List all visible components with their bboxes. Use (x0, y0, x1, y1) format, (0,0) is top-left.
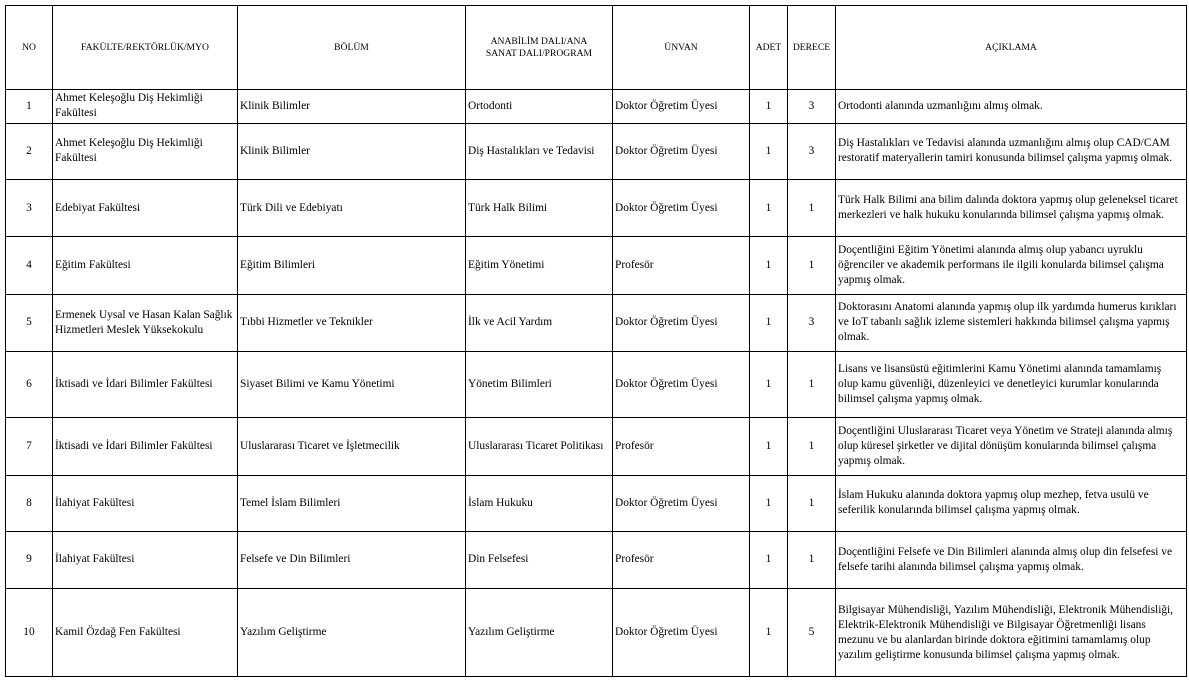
cell-no: 10 (6, 589, 53, 677)
cell-faculty: Ahmet Keleşoğlu Diş Hekimliği Fakültesi (53, 90, 238, 124)
cell-no: 4 (6, 237, 53, 294)
cell-count: 1 (750, 294, 788, 351)
cell-title: Profesör (613, 418, 750, 475)
cell-faculty: İktisadi ve İdari Bilimler Fakültesi (53, 351, 238, 417)
cell-count: 1 (750, 123, 788, 179)
cell-count: 1 (750, 475, 788, 531)
cell-description: Türk Halk Bilimi ana bilim dalında doktora yapmış olup geleneksel ticaret merkezleri ve halk hukuku konularında bilimsel çalışma yapmış olmak. (836, 179, 1187, 236)
cell-title: Doktor Öğretim Üyesi (613, 475, 750, 531)
cell-count: 1 (750, 237, 788, 294)
cell-title: Doktor Öğretim Üyesi (613, 90, 750, 124)
cell-description: Diş Hastalıkları ve Tedavisi alanında uzmanlığını almış olup CAD/CAM restoratif materyallerin tamiri konusunda bilimsel çalışma yapmış olmak. (836, 123, 1187, 179)
cell-count: 1 (750, 418, 788, 475)
cell-faculty: İlahiyat Fakültesi (53, 475, 238, 531)
header-title: ÜNVAN (613, 6, 750, 90)
faculty-positions-table (5, 5, 1187, 677)
cell-no: 6 (6, 351, 53, 417)
header-no: NO (6, 6, 53, 90)
cell-program: Yönetim Bilimleri (466, 351, 613, 417)
cell-description: Ortodonti alanında uzmanlığını almış olmak. (836, 90, 1187, 124)
cell-no: 2 (6, 123, 53, 179)
cell-description: Doçentliğini Felsefe ve Din Bilimleri alanında almış olup din felsefesi ve felsefe tarihi alanında bilimsel çalışma yapmış olmak. (836, 531, 1187, 588)
cell-department: Klinik Bilimler (238, 123, 466, 179)
cell-department: Uluslararası Ticaret ve İşletmecilik (238, 418, 466, 475)
cell-degree: 5 (788, 589, 836, 677)
cell-title: Doktor Öğretim Üyesi (613, 294, 750, 351)
header-department: BÖLÜM (238, 6, 466, 90)
table-row (6, 179, 1187, 236)
cell-faculty: İktisadi ve İdari Bilimler Fakültesi (53, 418, 238, 475)
cell-department: Klinik Bilimler (238, 90, 466, 124)
cell-degree: 1 (788, 418, 836, 475)
table-row (6, 237, 1187, 294)
cell-department: Siyaset Bilimi ve Kamu Yönetimi (238, 351, 466, 417)
table-row (6, 90, 1187, 124)
cell-degree: 3 (788, 90, 836, 124)
cell-degree: 3 (788, 294, 836, 351)
table-row (6, 294, 1187, 351)
cell-program: İslam Hukuku (466, 475, 613, 531)
cell-title: Profesör (613, 237, 750, 294)
cell-program: Din Felsefesi (466, 531, 613, 588)
cell-department: Tıbbi Hizmetler ve Teknikler (238, 294, 466, 351)
cell-no: 3 (6, 179, 53, 236)
cell-faculty: Ahmet Keleşoğlu Diş Hekimliği Fakültesi (53, 123, 238, 179)
cell-no: 8 (6, 475, 53, 531)
header-count: ADET (750, 6, 788, 90)
cell-faculty: Edebiyat Fakültesi (53, 179, 238, 236)
cell-faculty: İlahiyat Fakültesi (53, 531, 238, 588)
table-row (6, 123, 1187, 179)
cell-count: 1 (750, 179, 788, 236)
cell-degree: 1 (788, 179, 836, 236)
cell-department: Yazılım Geliştirme (238, 589, 466, 677)
table-row (6, 351, 1187, 417)
cell-department: Felsefe ve Din Bilimleri (238, 531, 466, 588)
cell-title: Doktor Öğretim Üyesi (613, 179, 750, 236)
cell-count: 1 (750, 351, 788, 417)
cell-no: 7 (6, 418, 53, 475)
table-row (6, 531, 1187, 588)
header-description: AÇIKLAMA (836, 6, 1187, 90)
cell-title: Doktor Öğretim Üyesi (613, 351, 750, 417)
table-row (6, 418, 1187, 475)
cell-faculty: Ermenek Uysal ve Hasan Kalan Sağlık Hizmetleri Meslek Yüksekokulu (53, 294, 238, 351)
table-row (6, 475, 1187, 531)
cell-description: Doçentliğini Eğitim Yönetimi alanında almış olup yabancı uyruklu öğrenciler ve akademik performans ile ilgili konularda bilimsel çalışma yapmış olmak. (836, 237, 1187, 294)
header-degree: DERECE (788, 6, 836, 90)
cell-description: İslam Hukuku alanında doktora yapmış olup mezhep, fetva usulü ve seferilik konularında bilimsel çalışma yapmış olmak. (836, 475, 1187, 531)
cell-degree: 1 (788, 237, 836, 294)
cell-degree: 1 (788, 531, 836, 588)
cell-program: Diş Hastalıkları ve Tedavisi (466, 123, 613, 179)
cell-degree: 1 (788, 475, 836, 531)
cell-description: Bilgisayar Mühendisliği, Yazılım Mühendisliği, Elektronik Mühendisliği, Elektrik-Elektronik Mühendisliği ve Bilgisayar Öğretmenliği lisans mezunu ve bu alanlardan birinde doktora eğitimini tamamlamış olup yazılım geliştirme konusunda bilimsel çalışma yapmış olmak. (836, 589, 1187, 677)
cell-title: Profesör (613, 531, 750, 588)
cell-program: İlk ve Acil Yardım (466, 294, 613, 351)
cell-program: Uluslararası Ticaret Politikası (466, 418, 613, 475)
cell-program: Eğitim Yönetimi (466, 237, 613, 294)
cell-title: Doktor Öğretim Üyesi (613, 123, 750, 179)
header-faculty: FAKÜLTE/REKTÖRLÜK/MYO (53, 6, 238, 90)
cell-faculty: Kamil Özdağ Fen Fakültesi (53, 589, 238, 677)
cell-title: Doktor Öğretim Üyesi (613, 589, 750, 677)
cell-program: Ortodonti (466, 90, 613, 124)
cell-department: Türk Dili ve Edebiyatı (238, 179, 466, 236)
cell-no: 1 (6, 90, 53, 124)
header-program: ANABİLİM DALI/ANA SANAT DALI/PROGRAM (466, 6, 613, 90)
cell-description: Lisans ve lisansüstü eğitimlerini Kamu Yönetimi alanında tamamlamış olup kamu güvenliği, düzenleyici ve denetleyici kurumlar konularında bilimsel çalışma yapmış olmak. (836, 351, 1187, 417)
cell-program: Türk Halk Bilimi (466, 179, 613, 236)
table-row (6, 589, 1187, 677)
cell-degree: 3 (788, 123, 836, 179)
table-header-row (6, 6, 1187, 90)
cell-description: Doktorasını Anatomi alanında yapmış olup ilk yardımda humerus kırıkları ve IoT tabanlı sağlık izleme sistemleri hakkında bilimsel çalışma yapmış olmak. (836, 294, 1187, 351)
cell-department: Eğitim Bilimleri (238, 237, 466, 294)
cell-no: 9 (6, 531, 53, 588)
cell-faculty: Eğitim Fakültesi (53, 237, 238, 294)
cell-program: Yazılım Geliştirme (466, 589, 613, 677)
cell-degree: 1 (788, 351, 836, 417)
cell-count: 1 (750, 589, 788, 677)
cell-count: 1 (750, 90, 788, 124)
cell-count: 1 (750, 531, 788, 588)
cell-description: Doçentliğini Uluslararası Ticaret veya Yönetim ve Strateji alanında almış olup küresel şirketler ve dijital dönüşüm konularında bilimsel çalışma yapmış olmak. (836, 418, 1187, 475)
cell-department: Temel İslam Bilimleri (238, 475, 466, 531)
cell-no: 5 (6, 294, 53, 351)
